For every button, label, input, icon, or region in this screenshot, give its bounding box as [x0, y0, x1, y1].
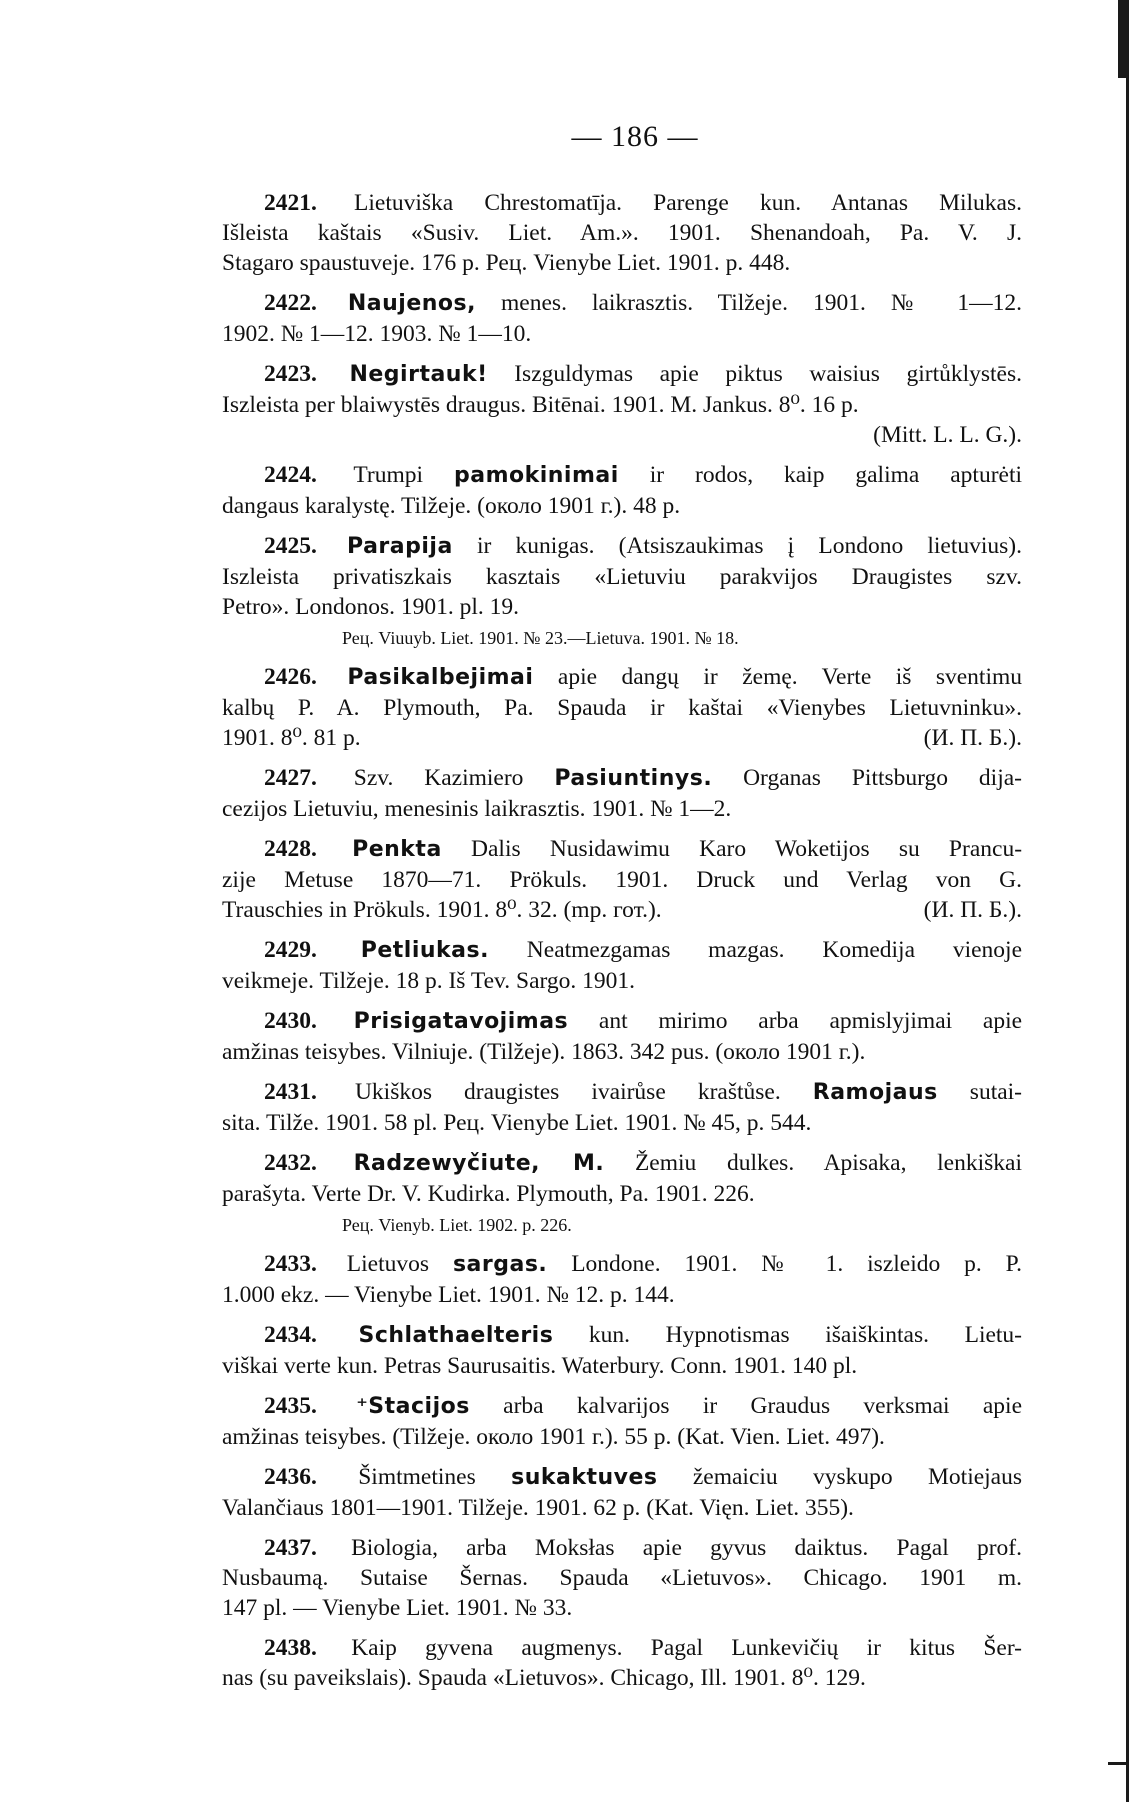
entry-text: Lietuviška Chrestomatīja. Parenge kun. Antanas Milukas. [354, 190, 1022, 216]
scan-edge-mark [1108, 1762, 1126, 1765]
entry-text: 1.000 ekz. — Vienybe Liet. 1901. № 12. p. 144. [222, 1282, 675, 1308]
bibliography-entry [222, 1633, 1022, 1693]
bibliography-entry [222, 1148, 1022, 1239]
entry-text: nas (su paveikslais). Spauda «Lietuvos». Chicago, Ill. 1901. 8⁰. 129. [222, 1665, 866, 1691]
entry-text: žemaiciu vyskupo Motiejaus [692, 1464, 1023, 1490]
bibliography-entry [222, 188, 1022, 278]
entry-prefix: Trumpi [353, 462, 424, 488]
bibliography-entry [222, 1462, 1022, 1523]
entry-text: sita. Tilže. 1901. 58 pl. Рец. Vienybe Liet. 1901. № 45, p. 544. [222, 1110, 812, 1136]
entry-line [222, 1493, 1022, 1523]
entry-line [222, 1006, 1022, 1037]
entry-line [222, 248, 1022, 278]
entry-line [222, 1179, 1022, 1209]
entry-line [222, 390, 1022, 420]
entry-keyword: Negirtauk! [349, 362, 488, 387]
entry-prefix: Lietuvos [346, 1251, 430, 1277]
entry-text: Iszleista privatiszkais kasztais «Lietuviu parakvijos Draugistes szv. [222, 564, 1022, 590]
entry-source-code: (И. П. Б.). [923, 897, 1022, 923]
entry-prefix: Szv. Kazimiero [353, 765, 524, 791]
entry-number: 2429. [264, 937, 317, 963]
page-edge-line [1126, 0, 1129, 1802]
entry-line [222, 359, 1022, 390]
entry-line [222, 288, 1022, 319]
entry-text: 1901. 8⁰. 81 p. [222, 725, 361, 751]
entry-number: 2436. [264, 1464, 317, 1490]
entry-text: ant mirimo arba apmislyjimai apie [598, 1008, 1023, 1034]
bibliography-entry [222, 288, 1022, 349]
entry-number: 2437. [264, 1535, 317, 1561]
entry-text: apie dangų ir žemę. Verte iš sventimu [557, 664, 1023, 690]
entry-text: menes. laikrasztis. Tilžeje. 1901. № 1—12. [501, 290, 1023, 316]
entry-line [222, 531, 1022, 562]
bibliography-entry [222, 531, 1022, 652]
entry-text: Žemiu dulkes. Apisaka, lenkiškai [634, 1150, 1022, 1176]
entry-line [222, 1422, 1022, 1452]
entry-line [222, 693, 1022, 723]
entry-text: Stagaro spaustuveje. 176 p. Рец. Vienybe Liet. 1901. p. 448. [222, 250, 791, 276]
entry-line [222, 794, 1022, 824]
entry-line [222, 188, 1022, 218]
entry-line [222, 1108, 1022, 1138]
bibliography-entry [222, 834, 1022, 925]
entry-line [222, 319, 1022, 349]
entry-number: 2421. [264, 190, 317, 216]
entry-text: zije Metuse 1870—71. Prökuls. 1901. Druck und Verlag von G. [222, 867, 1022, 893]
entry-number: 2435. [264, 1393, 317, 1419]
entry-number: 2432. [264, 1150, 317, 1176]
scan-edge-mark [1118, 0, 1126, 78]
entry-keyword: Naujenos, [347, 291, 477, 316]
entry-keyword: Schlathaelteris [358, 1323, 554, 1348]
bibliography-entry [222, 662, 1022, 753]
entry-prefix: Šimtmetines [358, 1464, 476, 1490]
bibliography-entry [222, 1077, 1022, 1138]
entry-text: Trauschies in Prökuls. 1901. 8⁰. 32. (mp. гот.). [222, 897, 662, 923]
bibliography-entry [222, 1320, 1022, 1381]
entry-text: Iszguldymas apie piktus waisius girtůklystēs. [514, 361, 1023, 387]
entry-line [222, 1663, 1022, 1693]
page-number: — 186 — [571, 120, 699, 153]
entry-number: 2428. [264, 836, 317, 862]
entry-number: 2438. [264, 1635, 317, 1661]
entry-keyword: Prisigatavojimas [353, 1009, 569, 1034]
entry-text: viškai verte kun. Petras Saurusaitis. Waterbury. Conn. 1901. 140 pl. [222, 1353, 858, 1379]
entry-line [222, 1391, 1022, 1422]
bibliography-entry [222, 1249, 1022, 1310]
entry-text: Valančiaus 1801—1901. Tilžeje. 1901. 62 p. (Kat. Vięn. Liet. 355). [222, 1495, 854, 1521]
entry-line [222, 966, 1022, 996]
entry-line [222, 662, 1022, 693]
entry-keyword: Radzewyčiute, M. [353, 1151, 605, 1176]
entry-text: veikmeje. Tilžeje. 18 p. Iš Tev. Sargo. 1901. [222, 968, 636, 994]
entry-text: arba kalvarijos ir Graudus verksmai apie [503, 1393, 1023, 1419]
entry-line [222, 1462, 1022, 1493]
entry-number: 2423. [264, 361, 317, 387]
entry-keyword: Parapija [347, 534, 453, 559]
entry-line [222, 1320, 1022, 1351]
entry-line [222, 1077, 1022, 1108]
entry-line [222, 1533, 1022, 1563]
entry-text: Kaip gyvena augmenys. Pagal Lunkevičių ir kitus Šer- [351, 1635, 1022, 1661]
entry-line [222, 1037, 1022, 1067]
entry-line [222, 1633, 1022, 1663]
entry-keyword: Pasiuntinys. [554, 766, 713, 791]
entry-keyword: Ramojaus [812, 1080, 938, 1105]
entry-number: 2425. [264, 533, 317, 559]
entry-line [222, 1593, 1022, 1623]
entry-number: 2430. [264, 1008, 317, 1034]
entry-keyword: Pasikalbejimai [347, 665, 534, 690]
entry-text: sutai- [969, 1079, 1023, 1105]
entry-line [222, 491, 1022, 521]
entry-number: 2427. [264, 765, 317, 791]
bibliography-entry [222, 1391, 1022, 1452]
entry-text: 1902. № 1—12. 1903. № 1—10. [222, 321, 532, 347]
bibliography-entry [222, 1533, 1022, 1623]
entry-text: Išleista kaštais «Susiv. Liet. Am.». 1901. Shenandoah, Pa. V. J. [222, 220, 1022, 246]
entry-line [222, 935, 1022, 966]
bibliography-entry [222, 359, 1022, 450]
entry-keyword: pamokinimai [453, 463, 619, 488]
bibliography-entry [222, 935, 1022, 996]
entry-text: Neatmezgamas mazgas. Komedija vienoje [526, 937, 1023, 963]
entry-source-code: (И. П. Б.). [923, 725, 1022, 751]
entry-line [222, 218, 1022, 248]
entry-text: Petro». Londonos. 1901. pl. 19. [222, 594, 520, 620]
entry-keyword: sargas. [452, 1252, 548, 1277]
entry-line [222, 1351, 1022, 1381]
entry-number: 2422. [264, 290, 317, 316]
entry-number: 2431. [264, 1079, 317, 1105]
entry-text: 147 pl. — Vienybe Liet. 1901. № 33. [222, 1595, 573, 1621]
entry-line [222, 1280, 1022, 1310]
entry-keyword: ⁺Stacijos [356, 1394, 470, 1419]
entry-text: Biologia, arba Moksłas apie gyvus daiktus. Pagal prof. [351, 1535, 1022, 1561]
entry-text: parašyta. Verte Dr. V. Kudirka. Plymouth, Pa. 1901. 226. [222, 1181, 755, 1207]
entry-number: 2434. [264, 1322, 317, 1348]
entry-text: Dalis Nusidawimu Karo Woketijos su Prancu- [471, 836, 1023, 862]
review-reference: Рец. Vienyb. Liet. 1902. p. 226. [342, 1215, 572, 1235]
entry-source-code: (Mitt. L. L. G.). [873, 422, 1022, 448]
entry-line [222, 895, 1022, 925]
entry-text: cezijos Lietuviu, menesinis laikrasztis. 1901. № 1—2. [222, 796, 732, 822]
entry-text: ir kunigas. (Atsiszaukimas į Londono lietuvius). [476, 533, 1023, 559]
entry-prefix: Ukiškos draugistes ivairůse kraštůse. [354, 1079, 781, 1105]
entry-text: dangaus karalystę. Tilžeje. (около 1901 г.). 48 p. [222, 493, 681, 519]
entry-text: kun. Hypnotismas išaiškintas. Lietu- [588, 1322, 1023, 1348]
entry-text: kalbų P. A. Plymouth, Pa. Spauda ir kaštai «Vienybes Lietuvninku». [222, 695, 1022, 721]
entry-line [222, 834, 1022, 865]
entry-keyword: sukaktuves [511, 1465, 658, 1490]
entry-text: Londone. 1901. № 1. iszleido p. P. [571, 1251, 1023, 1277]
entry-keyword: Penkta [352, 837, 442, 862]
entry-line [222, 763, 1022, 794]
entry-number: 2433. [264, 1251, 317, 1277]
bibliography-entries [222, 188, 1022, 1703]
bibliography-entry [222, 763, 1022, 824]
entry-line [222, 1249, 1022, 1280]
entry-line [222, 865, 1022, 895]
entry-number: 2424. [264, 462, 317, 488]
entry-line [222, 1148, 1022, 1179]
entry-line [222, 1563, 1022, 1593]
entry-text: Iszleista per blaiwystēs draugus. Bitēnai. 1901. M. Jankus. 8⁰. 16 p. [222, 392, 859, 418]
review-reference: Рец. Viuuyb. Liet. 1901. № 23.—Lietuva. 1901. № 18. [342, 628, 739, 648]
entry-text: amžinas teisybes. (Tilžeje. около 1901 г.). 55 p. (Kat. Vien. Liet. 497). [222, 1424, 885, 1450]
entry-text: Nusbaumą. Sutaise Šernas. Spauda «Lietuvos». Chicago. 1901 m. [222, 1565, 1022, 1591]
entry-keyword: Petliukas. [360, 938, 489, 963]
entry-text: amžinas teisybes. Vilniuje. (Tilžeje). 1863. 342 pus. (около 1901 г.). [222, 1039, 866, 1065]
entry-line [222, 562, 1022, 592]
bibliography-entry [222, 1006, 1022, 1067]
entry-line [222, 460, 1022, 491]
entry-line [222, 592, 1022, 622]
entry-text: ir rodos, kaip galima apturėti [649, 462, 1023, 488]
bibliography-entry [222, 460, 1022, 521]
entry-number: 2426. [264, 664, 317, 690]
entry-text: Organas Pittsburgo dija- [743, 765, 1022, 791]
entry-line [222, 723, 1022, 753]
